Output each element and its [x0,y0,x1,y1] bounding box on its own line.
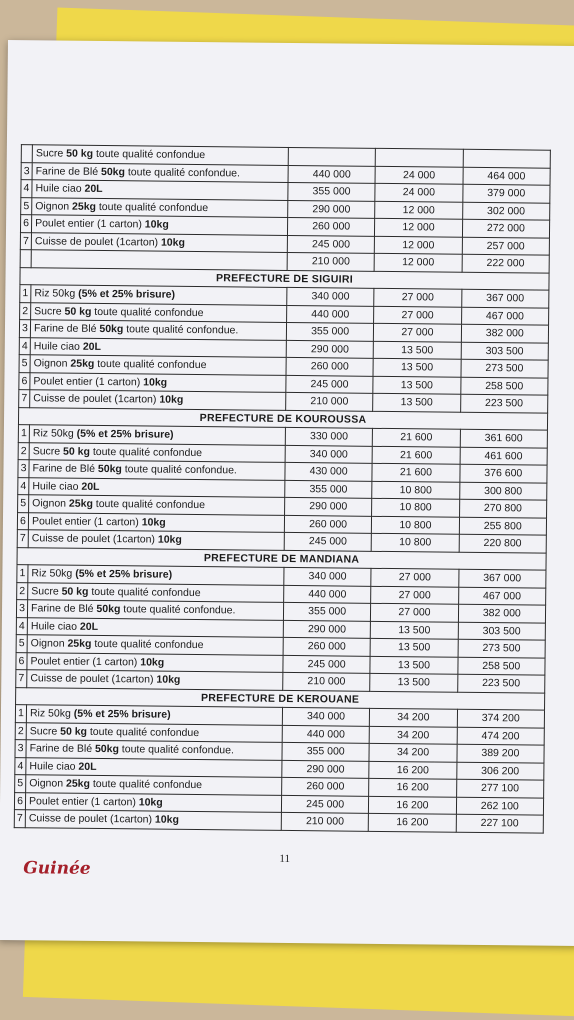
total-price: 300 800 [459,482,547,500]
row-number: 7 [20,232,31,250]
product-quantity: (5% et 25% brisure) [73,707,171,721]
row-number: 5 [18,495,29,513]
total-price: 220 800 [459,534,547,552]
total-price: 367 000 [458,569,546,587]
product-qualifier: toute qualité confondue [89,778,203,792]
product-name-text: Cuisse de poulet (1carton) [31,532,158,546]
base-price: 330 000 [285,427,373,445]
product-quantity: 20L [79,620,99,633]
product-quantity: 50 kg [61,585,89,598]
total-price: 474 200 [457,727,545,745]
product-name-text: Poulet entier (1 carton) [29,795,139,809]
product-name-text: Poulet entier (1 carton) [30,655,141,669]
product-quantity: 25kg [70,357,95,371]
product-qualifier: toute qualité confondue. [123,323,239,337]
product-qualifier: toute qualité confondue. [118,743,234,757]
total-price: 303 500 [461,342,549,360]
product-name-text: Farine de Blé [33,322,100,336]
product-quantity: 10kg [138,796,163,809]
transport-cost: 10 800 [372,481,460,499]
transport-cost: 16 200 [369,813,457,831]
product-name-text: Riz 50kg [34,287,79,300]
row-number: 4 [21,180,32,198]
transport-cost: 24 000 [375,166,463,184]
transport-cost: 10 800 [372,516,460,534]
product-name-text: Oignon [33,357,71,370]
row-number: 3 [16,600,27,618]
total-price: 257 000 [462,237,550,255]
base-price: 440 000 [284,585,372,603]
transport-cost: 16 200 [369,761,457,779]
transport-cost: 27 000 [371,603,459,621]
product-name-text: Farine de Blé [31,602,97,616]
product-quantity: 25kg [68,497,93,511]
product-name-text: Cuisse de poulet (1carton) [30,672,157,686]
product-name-text: Huile ciao [35,182,85,196]
transport-cost: 13 500 [373,376,461,394]
transport-cost: 12 000 [375,236,463,254]
section-title: PREFECTURE DE KOUROUSSA [18,407,547,430]
row-number: 7 [17,530,28,548]
total-price: 302 000 [462,202,550,220]
product-name-text: Huile ciao [33,340,83,353]
product-quantity: 50 kg [60,725,88,738]
row-number: 4 [15,757,26,775]
row-number: 7 [14,810,25,828]
product-quantity: 50kg [99,323,124,336]
row-number [20,250,31,268]
base-price: 340 000 [284,567,372,585]
total-price: 467 000 [461,307,549,325]
total-price: 361 600 [460,429,548,447]
base-price: 290 000 [283,620,371,638]
row-number: 1 [20,285,31,303]
transport-cost: 21 600 [372,446,460,464]
base-price: 260 000 [283,637,371,655]
section-title: PREFECTURE DE KEROUANE [16,687,545,710]
product-name-text: Farine de Blé [32,462,98,476]
row-number: 4 [18,477,29,495]
total-price: 277 100 [456,779,544,797]
product-name-text: Cuisse de poulet (1carton) [33,392,160,406]
product-quantity: 50kg [97,463,122,476]
total-price: 464 000 [463,167,551,185]
base-price: 440 000 [288,165,376,183]
product-name-text: Huile ciao [30,620,80,633]
base-price: 290 000 [286,340,374,358]
transport-cost: 13 500 [370,673,458,691]
product-name-text: Riz 50kg [31,567,76,580]
product-name-text: Sucre [32,445,64,458]
total-price: 376 600 [460,464,548,482]
product-quantity: 25kg [67,637,92,651]
product-quantity: 10kg [157,533,182,547]
total-price [463,149,551,167]
base-price: 260 000 [282,777,370,795]
row-number: 1 [18,425,29,443]
row-number: 2 [20,302,31,320]
base-price: 210 000 [287,252,375,270]
row-number: 5 [15,775,26,793]
total-price: 382 000 [458,604,546,622]
transport-cost: 10 800 [371,533,459,551]
base-price: 340 000 [282,707,370,725]
product-quantity: 50 kg [66,147,94,161]
base-price: 210 000 [283,672,371,690]
total-price: 467 000 [458,587,546,605]
row-number: 1 [15,705,26,723]
row-number: 6 [20,215,31,233]
product-name-text: Huile ciao [29,760,79,773]
base-price: 260 000 [284,515,372,533]
row-number: 7 [19,390,30,408]
product-quantity: 50kg [96,603,121,616]
row-number: 7 [16,670,27,688]
total-price: 367 000 [461,289,549,307]
product-name-text: Sucre [35,147,67,160]
product-name [25,810,281,830]
product-quantity: 50kg [100,165,126,178]
transport-cost: 16 200 [369,778,457,796]
total-price: 461 600 [460,447,548,465]
product-qualifier: toute qualité confondue. [121,463,237,477]
base-price [288,147,376,165]
product-name-text: Huile ciao [32,480,82,493]
base-price: 260 000 [287,217,375,235]
total-price: 223 500 [460,394,548,412]
product-quantity: 10kg [156,673,181,687]
transport-cost: 10 800 [372,498,460,516]
transport-cost [376,148,464,166]
total-price: 272 000 [462,219,550,237]
product-quantity: 10kg [140,656,165,669]
row-number: 2 [15,722,26,740]
product-name-text: Oignon [32,497,70,510]
product-qualifier: toute qualité confondue [91,305,204,319]
row-number: 3 [21,162,32,180]
product-name-text: Poulet entier (1 carton) [31,515,142,529]
product-qualifier: toute qualité confondue [94,358,207,372]
base-price: 245 000 [284,532,372,550]
total-price: 262 100 [456,797,544,815]
base-price: 245 000 [281,795,369,813]
base-price: 210 000 [281,812,369,830]
row-number: 3 [18,460,29,478]
row-number: 4 [16,617,27,635]
product-quantity: 10kg [143,376,168,389]
logo-text: Guinée [23,858,91,879]
base-price: 210 000 [286,392,374,410]
product-quantity: 20L [81,480,100,493]
base-price: 355 000 [288,182,376,200]
base-price: 290 000 [285,497,373,515]
base-price: 355 000 [283,602,371,620]
product-quantity: 20L [84,183,103,196]
product-name-text: Poulet entier (1 carton) [33,375,144,389]
product-name-text: Poulet entier (1 carton) [35,217,145,231]
base-price: 430 000 [285,462,373,480]
product-quantity: 10kg [160,236,185,249]
total-price: 382 000 [461,324,549,342]
product-name-text: Riz 50kg [32,427,77,440]
base-price: 245 000 [283,655,371,673]
transport-cost: 13 500 [373,393,461,411]
transport-cost: 27 000 [371,568,459,586]
product-name-text: Sucre [31,585,62,598]
total-price: 222 000 [462,254,550,272]
base-price: 340 000 [285,445,373,463]
price-table-body [14,145,550,833]
transport-cost: 27 000 [371,586,459,604]
base-price: 355 000 [282,742,370,760]
transport-cost: 13 500 [371,621,459,639]
transport-cost: 27 000 [374,288,462,306]
transport-cost: 21 600 [373,428,461,446]
product-qualifier: toute qualité confondue [91,638,204,652]
transport-cost: 13 500 [373,341,461,359]
row-number: 5 [16,635,27,653]
base-price: 440 000 [282,725,370,743]
transport-cost: 13 500 [373,358,461,376]
price-table [14,144,551,833]
base-price: 355 000 [285,480,373,498]
section-title: PREFECTURE DE MANDIANA [17,547,546,570]
transport-cost: 34 200 [369,726,457,744]
transport-cost: 12 000 [375,218,463,236]
product-qualifier: toute qualité confondue [95,200,209,214]
row-number: 5 [19,355,30,373]
product-qualifier: toute qualité confondue [88,585,201,599]
base-price: 260 000 [286,357,374,375]
row-number: 3 [15,740,26,758]
row-number: 3 [19,320,30,338]
total-price: 374 200 [457,709,545,727]
row-number: 6 [17,512,28,530]
base-price: 340 000 [287,287,375,305]
product-quantity: (5% et 25% brisure) [78,287,176,302]
page-number: 11 [279,852,291,865]
product-quantity: 50 kg [63,445,91,458]
product-name-text: Farine de Blé [29,742,96,756]
product-quantity: 25kg [72,200,97,213]
total-price: 258 500 [458,657,546,675]
row-number: 2 [18,442,29,460]
product-name-text: Cuisse de poulet (1carton) [34,235,162,249]
transport-cost: 27 000 [374,323,462,341]
product-qualifier: toute qualité confondue [86,725,200,739]
section-title: PREFECTURE DE SIGUIRI [20,267,549,290]
product-quantity: 20L [82,340,102,353]
transport-cost: 27 000 [374,306,462,324]
row-number: 6 [19,372,30,390]
product-name-text: Oignon [35,200,73,213]
total-price: 273 500 [458,639,546,657]
transport-cost: 13 500 [370,656,458,674]
row-number: 5 [21,197,32,215]
row-number [21,145,32,163]
transport-cost: 12 000 [375,201,463,219]
product-qualifier: toute qualité confondue [92,498,206,512]
transport-cost: 34 200 [369,743,457,761]
total-price: 379 000 [462,184,550,202]
product-name-text: Oignon [30,637,68,650]
row-number: 6 [16,652,27,670]
total-price: 255 800 [459,517,547,535]
transport-cost: 13 500 [370,638,458,656]
transport-cost: 12 000 [374,253,462,271]
base-price: 245 000 [287,235,375,253]
product-quantity: 10kg [144,218,169,231]
product-quantity: 10kg [159,393,184,407]
product-quantity: 10kg [154,813,179,827]
product-quantity: 50 kg [64,305,92,318]
product-name-text: Sucre [29,725,61,738]
transport-cost: 24 000 [375,183,463,201]
product-qualifier: toute qualité confondue [89,445,203,459]
product-quantity: 50kg [94,743,119,756]
product-name-text: Sucre [34,305,65,318]
guinee-logo [23,858,91,879]
total-price: 227 100 [456,814,544,832]
product-qualifier: toute qualité confondue. [124,165,241,180]
total-price: 258 500 [460,377,548,395]
total-price: 303 500 [458,622,546,640]
row-number: 2 [17,582,28,600]
row-number: 6 [14,792,25,810]
transport-cost: 16 200 [369,796,457,814]
transport-cost: 34 200 [370,708,458,726]
total-price: 389 200 [457,744,545,762]
row-number: 4 [19,337,30,355]
product-name-text: Farine de Blé [35,165,102,178]
total-price: 306 200 [456,762,544,780]
product-name-text: Riz 50kg [29,707,74,720]
product-quantity: 20L [78,760,97,773]
product-qualifier: toute qualité confondue. [120,603,236,617]
total-price: 270 800 [459,499,547,517]
product-qualifier: toute qualité confondue [92,148,206,162]
product-quantity: 10kg [141,516,166,529]
product-quantity: (5% et 25% brisure) [76,427,174,442]
row-number: 1 [17,565,28,583]
base-price: 440 000 [287,305,375,323]
base-price: 290 000 [282,760,370,778]
base-price: 245 000 [286,375,374,393]
total-price: 273 500 [461,359,549,377]
total-price: 223 500 [457,674,545,692]
product-quantity: (5% et 25% brisure) [75,567,173,581]
product-name-text: Oignon [29,777,67,790]
transport-cost: 21 600 [372,463,460,481]
product-quantity: 25kg [65,777,91,791]
product-name-text: Cuisse de poulet (1carton) [28,812,156,826]
document-page [0,40,574,946]
base-price: 355 000 [286,322,374,340]
base-price: 290 000 [288,200,376,218]
